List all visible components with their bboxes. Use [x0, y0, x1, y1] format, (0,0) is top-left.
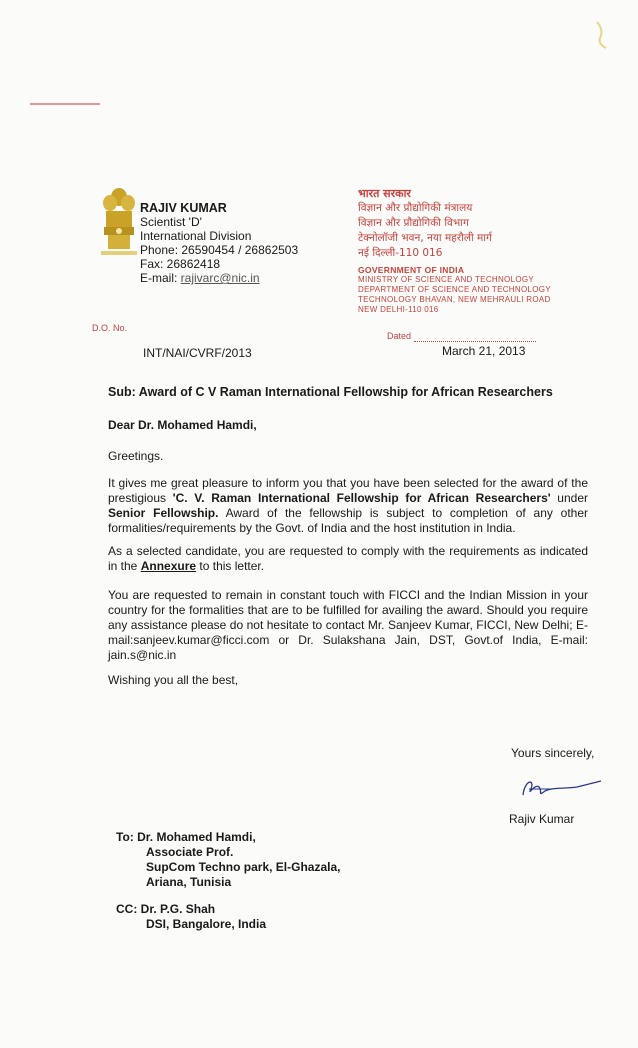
subject-line: Sub: Award of C V Raman International Fellowship for African Researchers [108, 385, 553, 399]
hindi-line: भारत सरकार [358, 187, 411, 200]
hindi-line: विज्ञान और प्रौद्योगिकी विभाग [358, 217, 469, 229]
sender-block [140, 201, 298, 285]
paragraph-3: You are requested to remain in constant touch with FICCI and the Indian Mission in your country for the formalities that are to be fulfilled for availing the award. Should you require any assistance please do not hesitate to contact Mr. Sanjeev Kumar, FICCI, New Delhi; E-mail:sanjeev.kumar@ficci.com or Dr. Sulakshana Jain, DST, Govt.of India, E-mail: jain.s@nic.in [108, 588, 588, 662]
hindi-line: नई दिल्ली-110 016 [358, 247, 443, 259]
hindi-line: विज्ञान और प्रौद्योगिकी मंत्रालय [358, 202, 473, 214]
annexure-link[interactable]: Annexure [140, 559, 197, 573]
signature-image [505, 775, 605, 805]
do-number-label: D.O. No. [92, 323, 128, 333]
paragraph-1 [108, 476, 588, 536]
cc-block [116, 902, 266, 932]
recipient-line: Ariana, Tunisia [146, 875, 232, 889]
cc-line: DSI, Bangalore, India [146, 917, 267, 931]
sender-fax: Fax: 26862418 [140, 257, 221, 271]
p1-text: It gives me great pleasure to inform you that you have been selected for the award of the prestigious [108, 476, 588, 505]
wishing-line: Wishing you all the best, [108, 673, 239, 687]
ministry-letterhead [358, 186, 551, 315]
english-line: TECHNOLOGY BHAVAN, NEW MEHRAULI ROAD [358, 295, 551, 304]
salutation: Dear Dr. Mohamed Hamdi, [108, 418, 257, 432]
pen-mark [592, 20, 612, 50]
sender-email-link[interactable]: rajivarc@nic.in [180, 271, 260, 285]
paragraph-2 [108, 544, 588, 574]
p1-text: Award of the fellowship is subject to completion of any other formalities/requirements by the Govt. of India and the host institution in India. [108, 506, 589, 535]
recipient-line: SupCom Techno park, El-Ghazala, [146, 860, 341, 874]
government-label: GOVERNMENT OF INDIA [358, 265, 465, 275]
greeting: Greetings. [108, 449, 164, 463]
recipient-line: Associate Prof. [146, 845, 234, 859]
hindi-line: टेक्नोलॉजी भवन, नया महरौली मार्ग [358, 232, 492, 244]
sender-title: Scientist 'D' [140, 215, 202, 229]
cc-name: CC: Dr. P.G. Shah [116, 902, 216, 916]
recipient-name: To: Dr. Mohamed Hamdi, [116, 830, 256, 844]
sender-email-label: E-mail: [140, 271, 181, 285]
p2-text: As a selected candidate, you are requested to comply with the requirements as indicated in the [108, 544, 588, 573]
english-line: DEPARTMENT OF SCIENCE AND TECHNOLOGY [358, 285, 551, 294]
p2-text: to this letter. [196, 559, 265, 573]
signer-name: Rajiv Kumar [509, 812, 575, 826]
sender-division: International Division [140, 229, 252, 243]
p1-text: under [550, 491, 588, 505]
fellowship-name: 'C. V. Raman International Fellowship for African Researchers' [172, 491, 551, 505]
fellowship-category: Senior Fellowship. [108, 506, 219, 520]
sender-phone: Phone: 26590454 / 26862503 [140, 243, 299, 257]
sender-email-line [140, 271, 298, 285]
closing: Yours sincerely, [511, 746, 595, 760]
dated-label: Dated [387, 331, 412, 341]
recipient-block [116, 830, 340, 890]
dated-line [414, 341, 536, 342]
letter-date: March 21, 2013 [442, 344, 526, 358]
english-line: MINISTRY OF SCIENCE AND TECHNOLOGY [358, 275, 535, 284]
reference-number: INT/NAI/CVRF/2013 [143, 346, 252, 360]
top-rule [30, 103, 100, 105]
english-line: NEW DELHI-110 016 [358, 305, 439, 314]
national-emblem-icon [97, 185, 141, 265]
sender-name: RAJIV KUMAR [140, 201, 227, 215]
